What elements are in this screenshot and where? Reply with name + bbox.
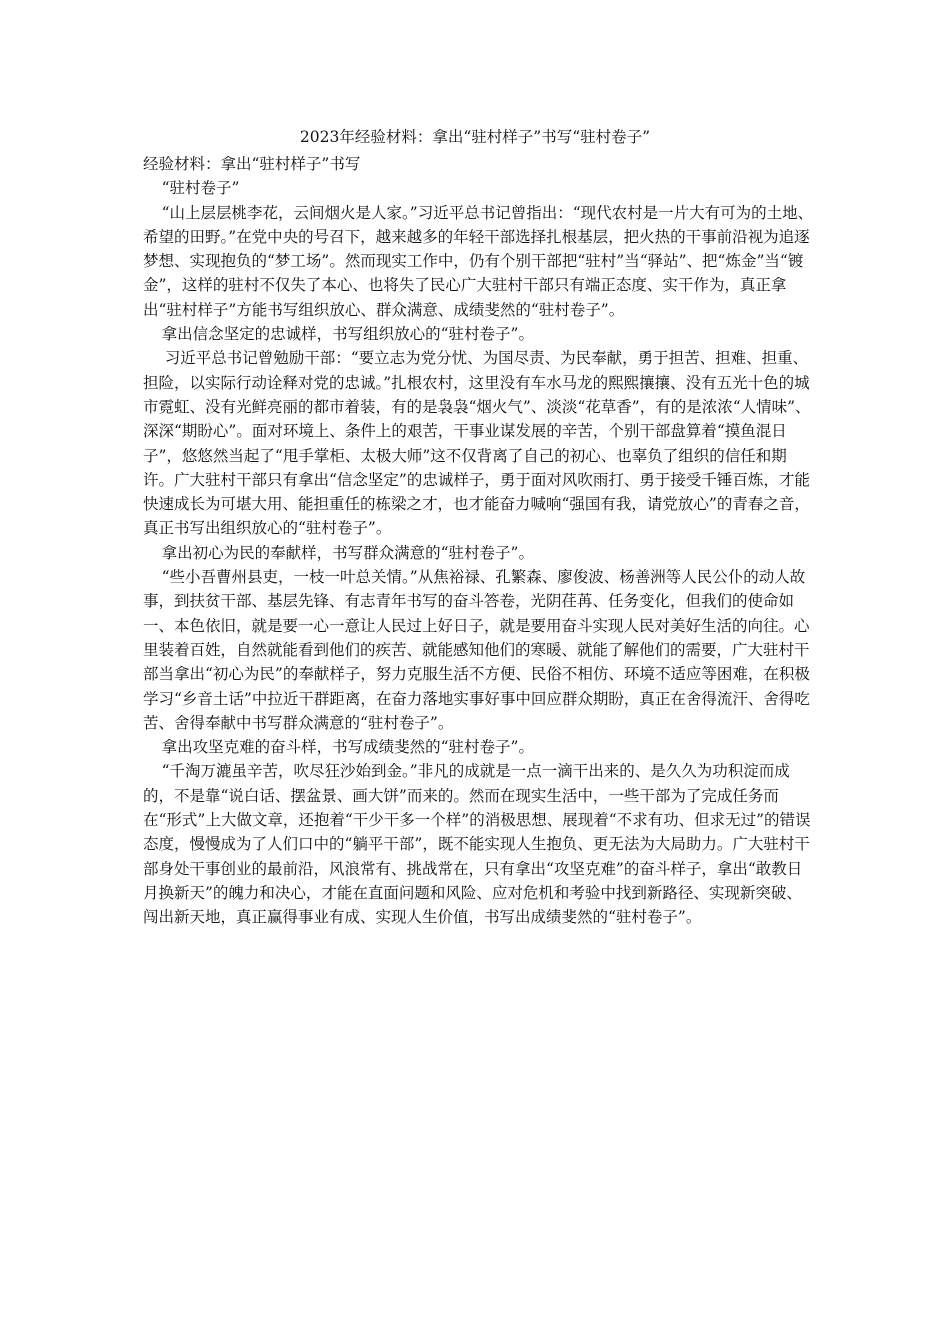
paragraph-intro: “山上层层桃李花，云间烟火是人家。”习近平总书记曾指出：“现代农村是一片大有可为的土地、希望的田野。”在党中央的号召下，越来越多的年轻干部选择扎根基层，把火热的干事前沿视为追逐梦想、实现抱负的“梦工场”。然而现实工作中，仍有个别干部把“驻村”当“驿站”、把“炼金”当“镀金”，这样的驻村不仅失了本心、也将失了民心广大驻村干部只有端正态度、实干作为，真正拿出“驻村样子”方能书写组织放心、群众满意、成绩斐然的“驻村卷子”。 — [143, 203, 814, 319]
document-body — [143, 152, 815, 930]
paragraph-subtitle-line-2: “驻村卷子” — [161, 179, 240, 198]
section-heading-struggle: 拿出攻坚克难的奋斗样，书写成绩斐然的“驻村卷子”。 — [161, 738, 534, 757]
document-title: 2023年经验材料：拿出“驻村样子”书写“驻村卷子” — [299, 128, 651, 146]
paragraph-dedication: “些小吾曹州县吏，一枝一叶总关情。”从焦裕禄、孔繁森、廖俊波、杨善洲等人民公仆的动人故事，到扶贫干部、基层先锋、有志青年书写的奋斗答卷，光阴荏苒、任务变化，但我们的使命如一、本色依旧，就是要一心一意让人民过上好日子，就是要用奋斗实现人民对美好生活的向往。心里装着百姓，自然就能看到他们的疾苦、就能感知他们的寒暖、就能了解他们的需要，广大驻村干部当拿出“初心为民”的奉献样子，努力克服生活不方便、民俗不相仿、环境不适应等困难，在积极学习“乡音土话”中拉近干群距离，在奋力落地实事好事中回应群众期盼，真正在舍得流汗、舍得吃苦、舍得奉献中书写群众满意的“驻村卷子”。 — [143, 568, 810, 732]
section-heading-loyalty: 拿出信念坚定的忠诚样，书写组织放心的“驻村卷子”。 — [161, 325, 534, 344]
section-heading-dedication: 拿出初心为民的奉献样，书写群众满意的“驻村卷子”。 — [161, 543, 534, 562]
paragraph-loyalty: 习近平总书记曾勉励干部：“要立志为党分忧、为国尽责、为民奉献，勇于担苦、担难、担重、担险，以实际行动诠释对党的忠诚。”扎根农村，这里没有车水马龙的熙熙攘攘、没有五光十色的城市霓虹、没有光鲜亮丽的都市着装，有的是袅袅“烟火气”、淡淡“花草香”，有的是浓浓“人情味”、深深“期盼心”。面对环境上、条件上的艰苦，干事业谋发展的辛苦，个别干部盘算着“摸鱼混日子”，悠悠然当起了“甩手掌柜、太极大师”这不仅背离了自己的初心、也辜负了组织的信任和期许。广大驻村干部只有拿出“信念坚定”的忠诚样子，勇于面对风吹雨打、勇于接受千锤百炼，才能快速成长为可堪大用、能担重任的栋梁之才，也才能奋力喊响“强国有我，请党放心”的青春之音，真正书写出组织放心的“驻村卷子”。 — [143, 349, 811, 538]
paragraph-struggle: “千淘万漉虽辛苦，吹尽狂沙始到金。”非凡的成就是一点一滴干出来的、是久久为功积淀而成的，不是靠“说白话、摆盆景、画大饼”而来的。然而在现实生活中，一些干部为了完成任务而在“形式”上大做文章，还抱着“干少干多一个样”的消极思想、展现着“不求有功、但求无过”的错误态度，慢慢成为了人们口中的“躺平干部”，既不能实现人生抱负、更无法为大局助力。广大驻村干部身处干事创业的最前沿，风浪常有、挑战常在，只有拿出“攻坚克难”的奋斗样子，拿出“敢教日月换新天”的魄力和决心，才能在直面问题和风险、应对危机和考验中找到新路径、实现新突破、闯出新天地，真正赢得事业有成、实现人生价值，书写出成绩斐然的“驻村卷子”。 — [143, 762, 811, 927]
paragraph-subtitle-line-1: 经验材料：拿出“驻村样子”书写 — [143, 155, 361, 173]
